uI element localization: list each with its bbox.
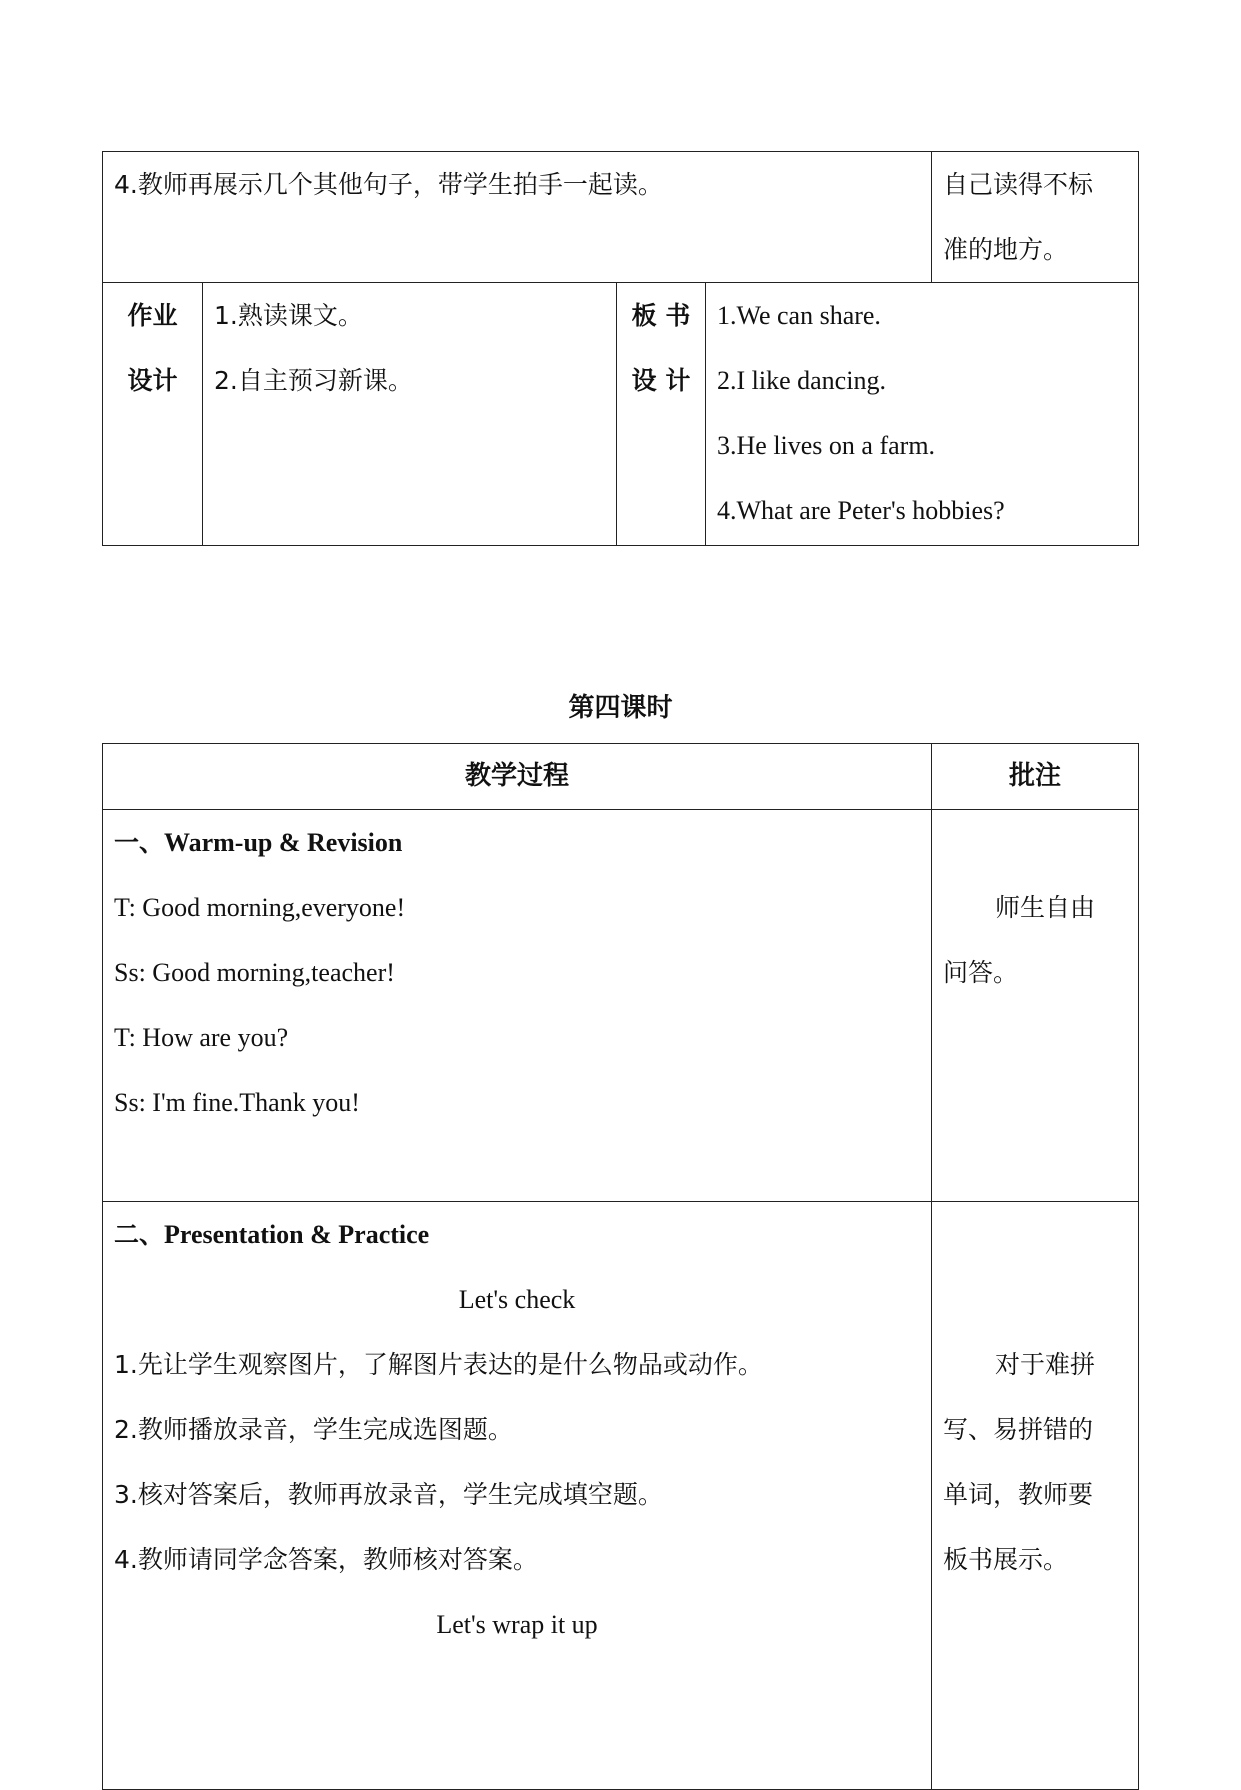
table-row bbox=[103, 1202, 1139, 1790]
board-label-line: 设 计 bbox=[631, 366, 691, 395]
board-item: 4.What are Peter's hobbies? bbox=[717, 496, 1005, 525]
board-item: 1.We can share. bbox=[717, 301, 881, 330]
section-heading-prefix: 一、 bbox=[114, 828, 165, 857]
note-line: 自己读得不标 bbox=[943, 170, 1094, 199]
note-line: 板书展示。 bbox=[943, 1545, 1069, 1574]
section-heading bbox=[114, 1202, 920, 1267]
lesson-title: 第四课时 bbox=[568, 693, 673, 723]
board-content bbox=[706, 283, 1139, 546]
presentation-section bbox=[103, 1202, 932, 1790]
section-heading-text: Presentation & Practice bbox=[164, 1220, 430, 1249]
board-label-line: 板 书 bbox=[631, 301, 691, 330]
note-line: 问答。 bbox=[943, 958, 1019, 987]
board-item: 2.I like dancing. bbox=[717, 366, 886, 395]
homework-item: 1.熟读课文。 bbox=[214, 301, 363, 330]
section-heading bbox=[114, 810, 920, 875]
homework-label-line: 设计 bbox=[127, 366, 178, 395]
notes-header: 批注 bbox=[932, 744, 1139, 810]
process-header: 教学过程 bbox=[103, 744, 932, 810]
note-line: 师生自由 bbox=[995, 893, 1096, 922]
homework-label bbox=[103, 283, 203, 546]
step-line: 1.先让学生观察图片，了解图片表达的是什么物品或动作。 bbox=[114, 1350, 763, 1379]
step-line: 4.教师请同学念答案，教师核对答案。 bbox=[114, 1545, 538, 1574]
activity-subheading: Let's check bbox=[458, 1285, 576, 1314]
dialogue-line: T: How are you? bbox=[114, 1023, 289, 1052]
note-line: 写、易拼错的 bbox=[943, 1415, 1094, 1444]
presentation-note bbox=[932, 1202, 1139, 1790]
dialogue-line: Ss: I'm fine.Thank you! bbox=[114, 1088, 360, 1117]
activity-subheading: Let's wrap it up bbox=[436, 1610, 598, 1639]
dialogue-line: T: Good morning,everyone! bbox=[114, 893, 406, 922]
top-table bbox=[102, 151, 1139, 546]
board-item: 3.He lives on a farm. bbox=[717, 431, 936, 460]
step-line: 2.教师播放录音，学生完成选图题。 bbox=[114, 1415, 513, 1444]
section-heading-text: Warm-up & Revision bbox=[164, 828, 403, 857]
table-row bbox=[103, 152, 1139, 283]
process-cell bbox=[103, 152, 932, 283]
board-label bbox=[617, 283, 706, 546]
note-line: 对于难拼 bbox=[995, 1350, 1096, 1379]
note-cell bbox=[932, 152, 1139, 283]
note-line: 单词，教师要 bbox=[943, 1480, 1094, 1509]
process-text: 4.教师再展示几个其他句子，带学生拍手一起读。 bbox=[114, 170, 663, 199]
section-heading-prefix: 二、 bbox=[114, 1220, 165, 1249]
homework-item: 2.自主预习新课。 bbox=[214, 366, 413, 395]
table-row bbox=[103, 810, 1139, 1202]
table-row bbox=[103, 283, 1139, 546]
table-header-row bbox=[103, 744, 1139, 810]
note-line: 准的地方。 bbox=[943, 235, 1069, 264]
warmup-note bbox=[932, 810, 1139, 1202]
warmup-section bbox=[103, 810, 932, 1202]
homework-content bbox=[203, 283, 617, 546]
dialogue-line: Ss: Good morning,teacher! bbox=[114, 958, 395, 987]
main-table bbox=[102, 743, 1139, 1790]
step-line: 3.核对答案后，教师再放录音，学生完成填空题。 bbox=[114, 1480, 663, 1509]
homework-label-line: 作业 bbox=[127, 301, 178, 330]
